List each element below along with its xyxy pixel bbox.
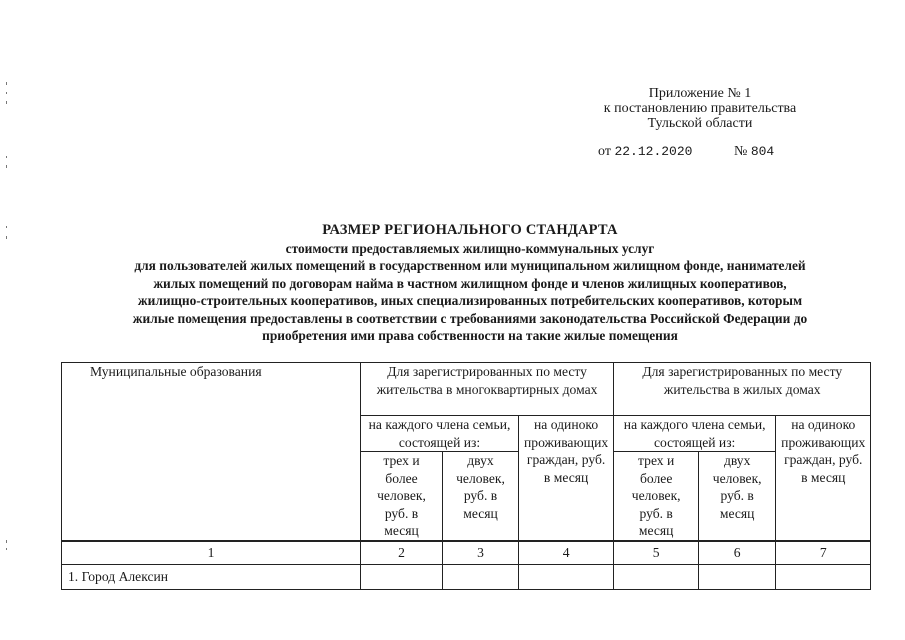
column-number: 4 <box>519 541 614 565</box>
standard-table <box>61 362 871 590</box>
header-municipal: Муниципальные образования <box>62 363 361 541</box>
heading-line: приобретения ими права собственности на такие жилые помещения <box>262 328 678 343</box>
number-label: № <box>733 144 748 159</box>
header-house-group: Для зарегистрированных по месту жительства в жилых домах <box>614 363 871 416</box>
scan-edge-marks <box>6 0 10 640</box>
column-number: 5 <box>614 541 699 565</box>
heading-line: для пользователей жилых помещений в государственном или муниципальном жилищном фонде, нанимателей <box>134 258 806 273</box>
header-family-house: на каждого члена семьи, состоящей из: <box>614 416 776 452</box>
order-date: 22.12.2020 <box>614 144 693 159</box>
header-family-apartment: на каждого члена семьи, состоящей из: <box>361 416 519 452</box>
column-number: 3 <box>443 541 519 565</box>
appendix-block <box>560 86 840 131</box>
header-single-bottom: проживающих граждан, руб. в месяц <box>781 434 866 485</box>
header-single-apartment <box>519 416 614 541</box>
table-cell <box>614 565 699 590</box>
order-date-number <box>598 144 774 160</box>
header-three-more-house: трех и более человек, руб. в месяц <box>614 452 699 541</box>
table-cell <box>699 565 776 590</box>
column-number: 7 <box>776 541 871 565</box>
table-cell <box>519 565 614 590</box>
appendix-number: Приложение № 1 <box>648 86 752 101</box>
table-cell <box>776 565 871 590</box>
header-single-bottom: проживающих граждан, руб. в месяц <box>524 434 609 485</box>
column-number: 6 <box>699 541 776 565</box>
header-single-top: на одиноко <box>534 417 599 432</box>
header-three-more-apartment: трех и более человек, руб. в месяц <box>361 452 443 541</box>
heading-title: РАЗМЕР РЕГИОНАЛЬНОГО СТАНДАРТА <box>322 222 618 238</box>
date-prefix: от <box>598 144 611 159</box>
column-number: 1 <box>62 541 361 565</box>
document-heading <box>40 222 900 345</box>
table-row <box>62 565 871 590</box>
table-cell <box>361 565 443 590</box>
header-two-apartment: двух человек, руб. в месяц <box>443 452 519 541</box>
header-single-house <box>776 416 871 541</box>
header-apartment-group: Для зарегистрированных по месту жительства в многоквартирных домах <box>361 363 614 416</box>
header-two-house: двух человек, руб. в месяц <box>699 452 776 541</box>
heading-line: стоимости предоставляемых жилищно-коммунальных услуг <box>285 240 655 256</box>
heading-line: жилые помещения предоставлены в соответствии с требованиями законодательства Российской Федерации до <box>132 310 808 326</box>
appendix-resolution: к постановлению правительства <box>603 101 797 116</box>
appendix-region: Тульской области <box>647 116 753 131</box>
heading-line: жилищно-строительных кооперативов, иных специализированных потребительских кооперативов, которым <box>137 293 803 308</box>
table-cell <box>443 565 519 590</box>
header-single-top: на одиноко <box>791 417 856 432</box>
municipal-name: 1. Город Алексин <box>62 565 361 590</box>
order-number: 804 <box>750 144 775 159</box>
column-number: 2 <box>361 541 443 565</box>
heading-line: жилых помещений по договорам найма в частном жилищном фонде и членов жилищных кооперативов, <box>153 275 787 291</box>
